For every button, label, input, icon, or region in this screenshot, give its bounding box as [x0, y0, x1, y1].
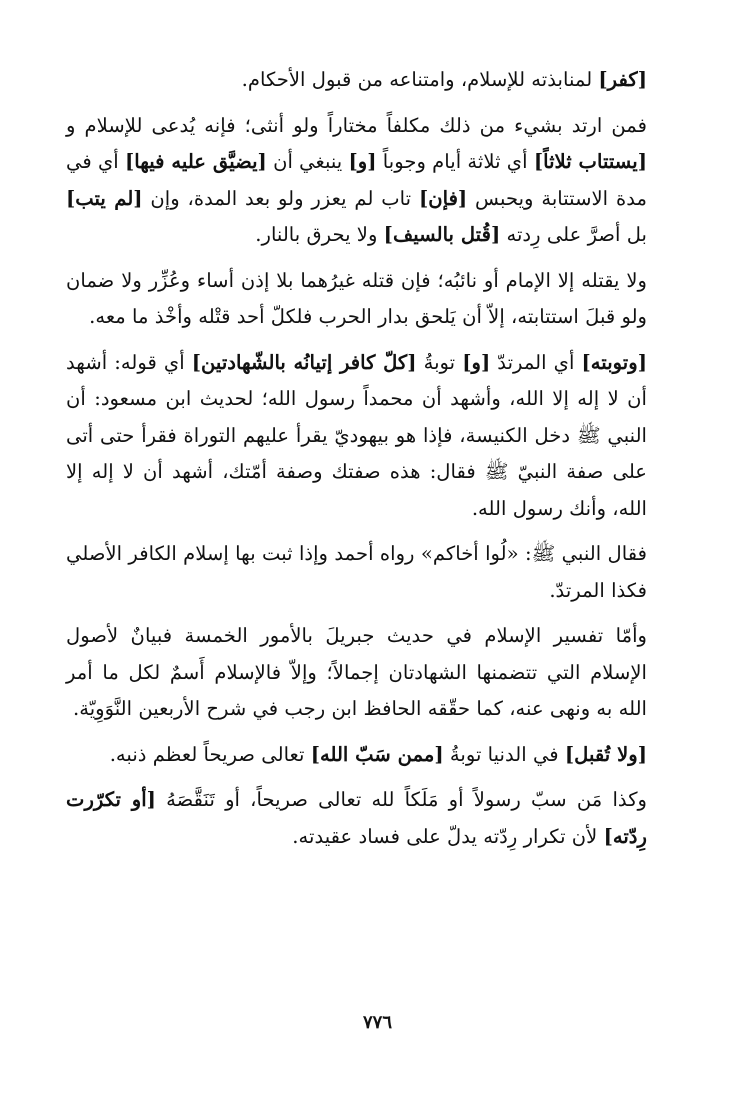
page-number: ٧٧٦	[362, 1012, 392, 1033]
text-run: تاب لم يعزر ولو بعد المدة، وإن	[142, 186, 419, 210]
document-body	[66, 62, 647, 855]
bold-term: [كلّ كافر إتيانُه بالشّهادتين]	[191, 350, 417, 374]
bold-term: [يستتاب ثلاثاً]	[533, 150, 647, 173]
bold-term: [لم يتب]	[66, 186, 143, 210]
text-run: بل أصرَّ على رِدته	[500, 223, 647, 246]
bold-term: [فإن]	[418, 186, 468, 210]
text-run: أي ثلاثة أيام وجوباً	[376, 150, 534, 173]
text-run: في الدنيا توبةُ	[443, 742, 565, 766]
text-run: وكذا مَن سبّ رسولاً أو مَلَكاً لله تعالى صريحاً، أو تَنَقَّصَهُ	[155, 788, 647, 811]
text-run: ولا يحرق بالنار.	[255, 223, 384, 246]
text-run: ولا يقتله إلا الإمام أو نائبُه؛ فإن قتله غيرُهما بلا إذن أساء وعُزِّر ولا ضمان ولو قبلَ استتابته، إلاّ أن يَلحق بدار الحرب فلكلّ أحد قتْله وأخْذ ما معه.	[66, 268, 647, 328]
text-run: فمن ارتد بشيء من ذلك مكلفاً مختاراً ولو أنثى؛ فإنه يُدعى للإسلام و	[66, 113, 647, 137]
text-run: لمنابذته للإسلام، وامتناعه من قبول الأحكام.	[241, 68, 599, 91]
bold-term: [و]	[462, 350, 491, 374]
text-run: لأن تكرار رِدّته يدلّ على فساد عقيدته.	[292, 824, 604, 848]
paragraph	[66, 618, 647, 728]
text-run: ينبغي أن	[266, 150, 349, 173]
bold-term: [أو تكرّرت رِدّته]	[66, 788, 647, 848]
text-run: تعالى صريحاً لعظم ذنبه.	[109, 742, 311, 766]
bold-term: [قُتل بالسيف]	[383, 223, 501, 246]
bold-term: [وتوبته]	[581, 350, 647, 374]
paragraph	[66, 737, 647, 774]
paragraph	[66, 536, 647, 609]
bold-term: [كفر]	[598, 68, 647, 91]
bold-term: [ممن سَبّ الله]	[310, 742, 444, 766]
bold-term: [يضيَّق عليه فيها]	[125, 150, 267, 173]
paragraph	[66, 263, 647, 336]
paragraph	[66, 782, 647, 855]
paragraph	[66, 62, 647, 99]
paragraph	[66, 108, 647, 254]
text-run: أي المرتدّ	[490, 350, 582, 374]
bold-term: [و]	[348, 150, 377, 173]
text-run: توبةُ	[416, 350, 463, 374]
text-run: فقال النبي ﷺ: «لُوا أخاكم» رواه أحمد وإذا ثبت بها إسلام الكافر الأصلي فكذا المرتدّ.	[66, 542, 647, 602]
paragraph	[66, 345, 647, 528]
text-run: أي في مدة الاستتابة ويحبس	[66, 150, 647, 210]
bold-term: [ولا تُقبل]	[564, 742, 647, 766]
text-run: وأمّا تفسير الإسلام في حديث جبريلَ بالأمور الخمسة فبيانٌ لأصول الإسلام التي تتضمنها الشهادتان إجمالاً؛ وإلاّ فالإسلام أَسمٌ لكل ما أمر الله به ونهى عنه، كما حقّقه الحافظ ابن رجب في شرح الأربعين النَّوَوِيّة.	[66, 624, 647, 720]
text-run: أي قوله: أشهد أن لا إله إلا الله، وأشهد أن محمداً رسول الله؛ لحديث ابن مسعود: أن النبي ﷺ دخل الكنيسة، فإذا هو بيهوديّ يقرأ عليهم التوراة فقرأ حتى أتى على صفة النبيّ ﷺ فقال: هذه صفتك وصفة أمّتك، أشهد أن لا إله إلا الله، وأنك رسول الله.	[66, 350, 647, 520]
